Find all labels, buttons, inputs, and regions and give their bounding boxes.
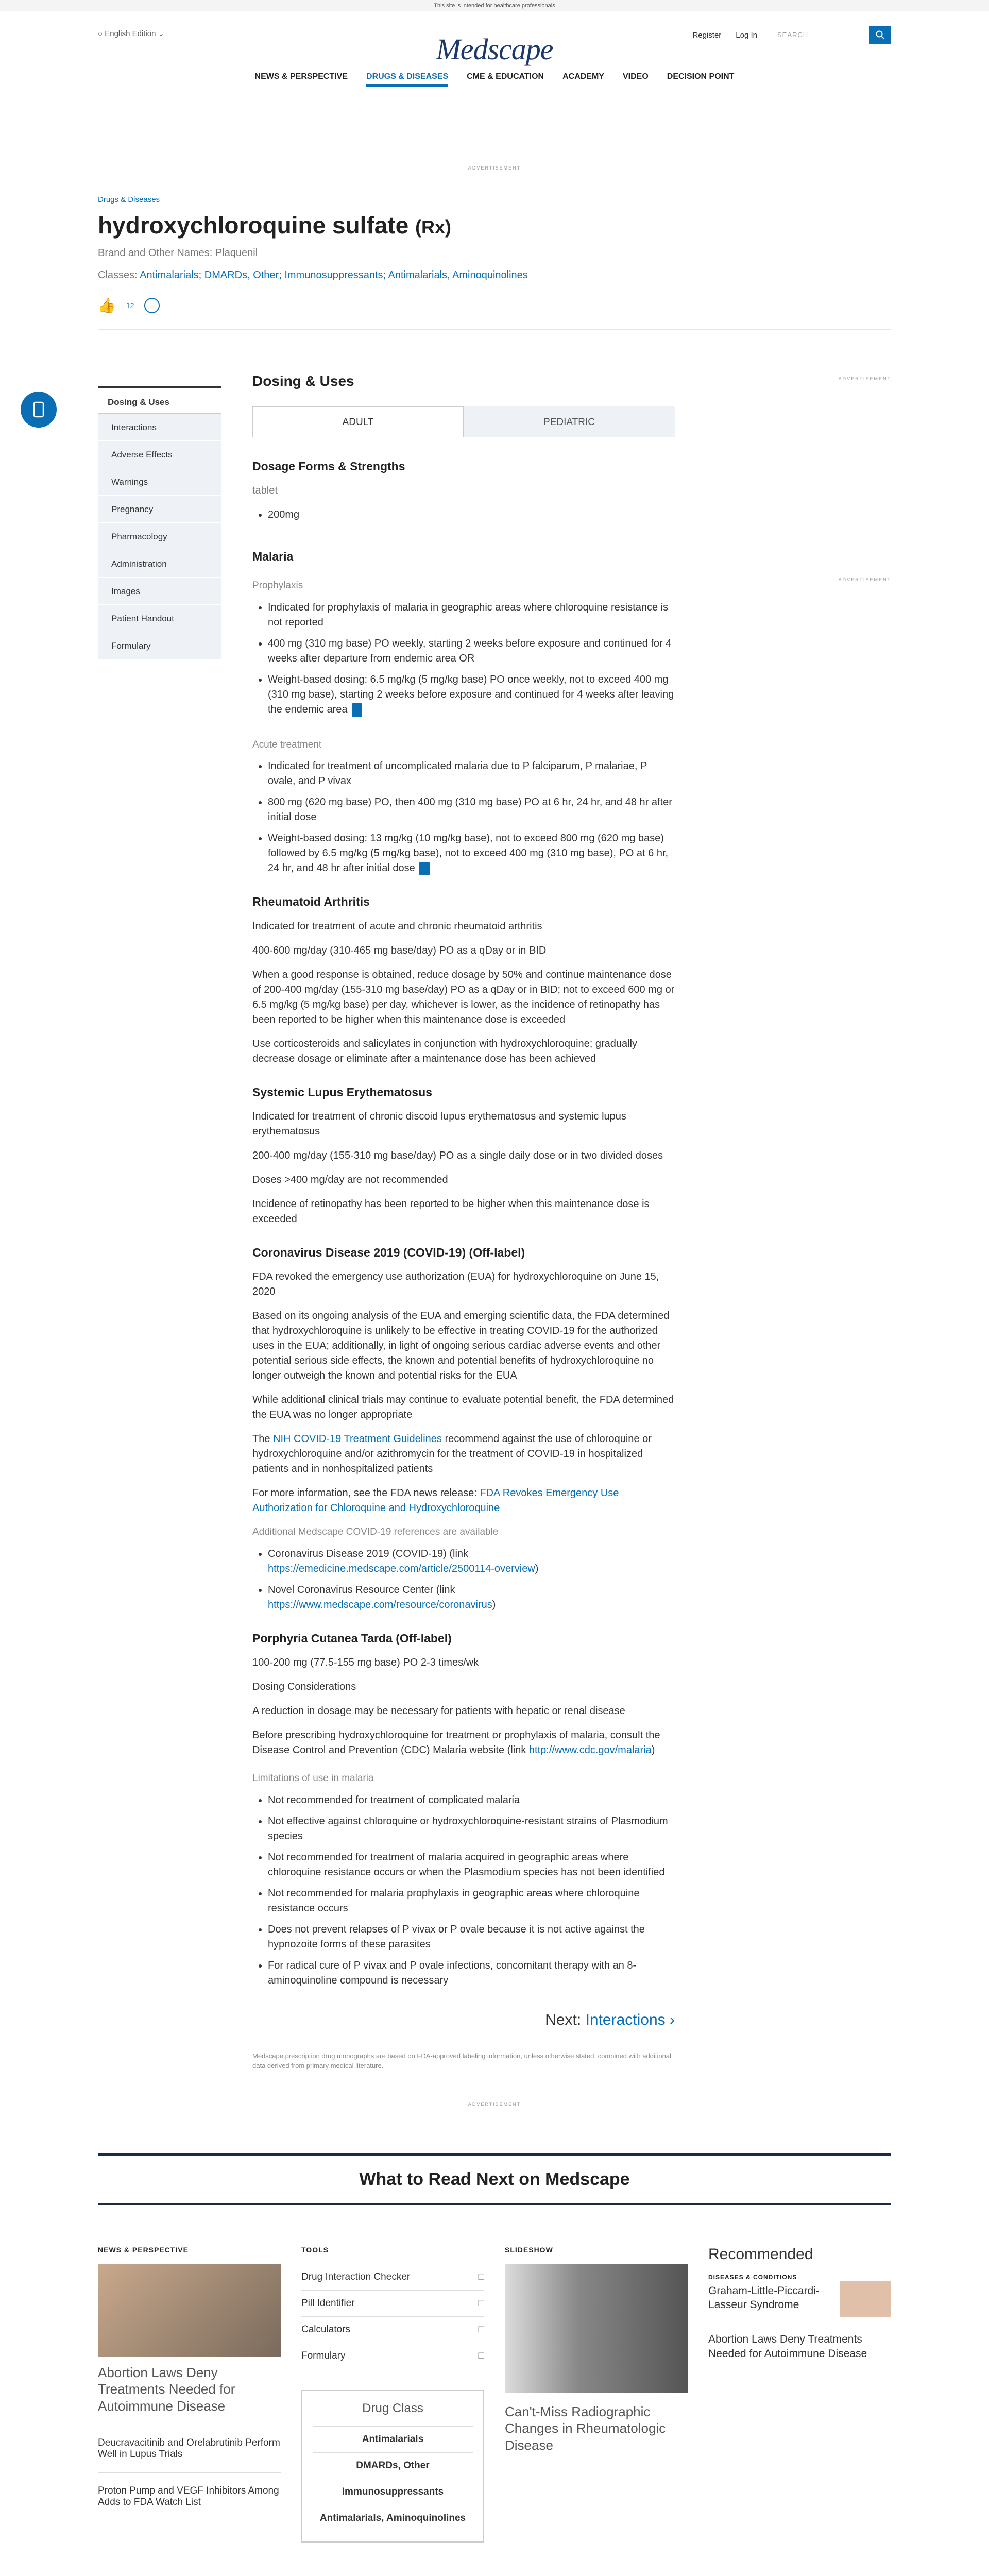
like-count: 12 (126, 301, 134, 310)
limitation-item: • Not recommended for treatment of complicated malaria (268, 1793, 675, 1808)
ad-label: ADVERTISEMENT (468, 2101, 521, 2107)
limitation-item: • For radical cure of P vivax and P ovale infections, concomitant therapy with an 8-aminoquinoline compound is necessary (268, 1958, 675, 1988)
forms-strength: • 200mg (268, 507, 675, 522)
nav-item[interactable]: NEWS & PERSPECTIVE (254, 72, 348, 81)
drug-class-heading: Drug Class (362, 2401, 423, 2415)
tool-item[interactable] (301, 2264, 484, 2291)
tool-item[interactable] (301, 2291, 484, 2317)
calculator-icon[interactable] (352, 703, 362, 717)
classes-label: Classes: (98, 269, 138, 281)
login-link[interactable]: Log In (736, 30, 757, 40)
drug-header (98, 195, 891, 330)
sle-heading: Systemic Lupus Erythematosus (252, 1085, 432, 1099)
brand-label: Brand and Other Names: (98, 247, 213, 259)
nav-item[interactable]: DECISION POINT (667, 72, 735, 81)
sidebar-item[interactable]: Administration (98, 550, 221, 578)
drug-class-link[interactable]: DMARDs, Other (313, 2452, 473, 2479)
recommended-link-1[interactable]: Graham-Little-Piccardi-Lasseur Syndrome (708, 2284, 820, 2311)
sidebar-item[interactable]: Adverse Effects (98, 441, 221, 468)
bottom-ad-slot (0, 2071, 989, 2153)
monograph-body (98, 330, 891, 2071)
tool-item[interactable] (301, 2343, 484, 2369)
prophylaxis-item: • Indicated for prophylaxis of malaria in geographic areas where chloroquine resistance is not reported (268, 600, 675, 630)
nav-item[interactable]: DRUGS & DISEASES (366, 72, 448, 87)
side-ad-label-1: ADVERTISEMENT (838, 376, 891, 381)
nav-item[interactable]: VIDEO (622, 72, 649, 81)
sle-paragraph: Indicated for treatment of chronic discoid lupus erythematosus and systemic lupus erythematosus (252, 1111, 626, 1138)
section-nav (98, 386, 221, 2071)
tool-item[interactable] (301, 2317, 484, 2343)
search-icon (876, 30, 885, 40)
monograph-disclaimer: Medscape prescription drug monographs are based on FDA-approved labeling information, unless otherwise stated, combined with additional data derived from primary medical literature. (252, 2052, 671, 2070)
ra-paragraph: Use corticosteroids and salicylates in conjunction with hydroxychloroquine; gradually decrease dosage or eliminate after a maintenance dose has been achieved (252, 1038, 638, 1064)
next-label: Next: (545, 2011, 582, 2028)
malaria-heading: Malaria (252, 549, 294, 563)
covid-ref2-text: Novel Coronavirus Resource Center (link (268, 1584, 455, 1596)
cdc-text: Before prescribing hydroxychloroquine for treatment or prophylaxis of malaria, consult the Disease Control and Prevention (CDC) Malaria website (link (252, 1730, 660, 1756)
medscape-logo[interactable]: Medscape (436, 32, 553, 66)
calculator-icon[interactable] (419, 862, 430, 875)
sidebar-item[interactable]: Pharmacology (98, 523, 221, 550)
recommended-heading: Recommended (708, 2245, 813, 2263)
breadcrumb[interactable]: Drugs & Diseases (98, 195, 160, 204)
sidebar-item[interactable]: Images (98, 578, 221, 605)
sle-paragraph: Doses >400 mg/day are not recommended (252, 1174, 448, 1186)
rx-badge: (Rx) (415, 216, 451, 238)
next-interactions-link[interactable]: Interactions (585, 2011, 666, 2028)
limitation-item: • Not effective against chloroquine or hydroxychloroquine-resistant strains of Plasmodium species (268, 1814, 675, 1844)
nih-text-pre: The (252, 1433, 270, 1445)
brand-name: Plaquenil (215, 247, 258, 259)
drug-class-link[interactable]: Antimalarials (313, 2426, 473, 2452)
fda-release-link[interactable]: FDA Revokes Emergency Use Authorization for Chloroquine and Hydroxychloroquine (252, 1487, 619, 1514)
covid-paragraph: FDA revoked the emergency use authorization (EUA) for hydroxychloroquine on June 15, 2020 (252, 1271, 659, 1298)
mobile-app-button[interactable] (21, 392, 57, 428)
acute-item: • 800 mg (620 mg base) PO, then 400 mg (310 mg base) PO at 6 hr, 24 hr, and 48 hr after initial dose (268, 795, 675, 825)
sidebar-item[interactable]: Formulary (98, 632, 221, 659)
covid-ref-item: • Novel Coronavirus Resource Center (link https://www.medscape.com/resource/coronavirus) (268, 1583, 675, 1613)
tool-icon: □ (478, 2324, 484, 2335)
pct-heading: Porphyria Cutanea Tarda (Off-label) (252, 1631, 452, 1645)
nav-item[interactable]: CME & EDUCATION (467, 72, 544, 81)
classes-links[interactable]: Antimalarials; DMARDs, Other; Immunosuppressants; Antimalarials, Aminoquinolines (140, 269, 528, 281)
covid-paragraph: While additional clinical trials may continue to evaluate potential benefit, the FDA determined the EUA was no longer appropriate (252, 1394, 674, 1421)
monograph-content: Dosing & Uses ADULT PEDIATRIC Dosage Forms & Strengths tablet • 200mg Malaria Prophylaxis • Indicated for prophylaxis of malaria in geographic areas where chloroquine resistance is not reported • 400 mg (310 mg base) PO weekly, starting 2 weeks before exposure and continued for 4 weeks after departure from endemic area OR • Weight-based dosing: 6.5 mg/kg (5 mg/kg base) PO once weekly, not to exceed 400 mg (310 mg base), starting 2 weeks before exposure and continued for 4 weeks after leaving the endemic area Acute treatment • Indicated for treatment of uncomplicated malaria due to P falciparum, P malariae, P ovale, and P vivax • 800 mg (620 mg base) PO, then 400 mg (310 mg base) PO at 6 hr, 24 hr, and 48 hr after initial dose • Weight-based dosing: 13 mg/kg (10 mg/kg base), not to exceed 800 mg (620 mg base) followed by 6.5 mg/kg (5 mg/kg base), not to exceed 400 mg (310 mg base), PO at 6 hr, 24 hr, and 48 hr after initial dose Rheumatoid Arthritis Indicated for treatment of acute and chronic rheumatoid arthritis 400-600 mg/day (310-465 mg base/day) PO as a qDay or in BID When a good response is obtained, reduce dosage by 50% and continue maintenance dose of 200-400 mg/day (155-310 mg base/day) PO as a qDay or in BID; not to exceed 600 mg or 6.5 mg/kg (5 mg/kg base) per day, whichever is lower, as the incidence of retinopathy has been reported to be higher when this maintenance dose is exceeded Use corticosteroids and salicylates in conjunction with hydroxychloroquine; gradually decrease dosage or eliminate after a maintenance dose has been achieved Systemic Lupus Erythematosus Indicated for treatment of chronic discoid lupus erythematosus and systemic lupus erythematosus 200-400 mg/day (155-310 mg base/day) PO as a single daily dose or in two divided doses Doses >400 mg/day are not recommended Incidence of retinopathy has been reported to be higher when this maintenance dose is exceeded Coronavirus Disease 2019 (COVID-19) (Off-label) FDA revoked the emergency use authorization (EUA) for hydroxychloroquine on June 15, 2020 Based on its ongoing analysis of the EUA and emerging scientific data, the FDA determined that hydroxychloroquine is unlikely to be effective in treating COVID-19 for the authorized uses in the EUA; additionally, in light of ongoing serious cardiac adverse events and other potential serious side effects, the known and potential benefits of hydroxychloroquine no longer outweigh the known and potential risks for the EUA While additional clinical trials may continue to evaluate potential benefit, the FDA determined the EUA was no longer appropriate The NIH COVID-19 Treatment Guidelines recommend against the use of chloroquine or hydroxychloroquine and/or azithromycin for the treatment of COVID-19 in hospitalized patients and in nonhospitalized patients For more information, see the FDA news release: FDA Revokes Emergency Use Authorization for Chloroquine and Hydroxychloroquine Additional Medscape COVID-19 references are available • Coronavirus Disease 2019 (COVID-19) (link https://emedicine.medscape.com/article/2500114-overview) • Novel Coronavirus Resource Center (link https://www.medscape.com/resource/coronavirus) Porphyria Cutanea Tarda (Off-label) 100-200 mg (77.5-155 mg base) PO 2-3 times/wk Dosing Considerations A reduction in dosage may be necessary for patients with hepatic or renal disease Before prescribing hydroxychloroquine for treatment or prophylaxis of malaria, consult the Disease Control and Prevention (CDC) Malaria website (link http://www.cdc.gov/malaria) Limitations of use in malaria • Not recommended for treatment of complicated malaria • Not effective against chloroquine or hydroxychloroquine-resistant strains of Plasmodium species • Not recommended for treatment of malaria acquired in geographic areas where chloroquine resistance occurs or when the Plasmodium species has not been identified • Not recommended for malaria prophylaxis in geographic areas where chloroquine resistance occurs • Does not prevent relapses of P vivax or P ovale because it is not active against the hypnozoite forms of these parasites • For radical cure of P vivax and P ovale infections, concomitant therapy with an 8-aminoquinoline compound is necessary Next: Interactions › Medscape prescription drug monographs are based on FDA-approved labeling information, unless otherwise stated, combined with additional data derived from primary medical literature. (252, 371, 675, 2071)
slideshow-image[interactable] (505, 2264, 688, 2393)
section-heading: Dosing & Uses (252, 373, 354, 389)
recommended-link-2[interactable]: Abortion Laws Deny Treatments Needed for Autoimmune Disease (708, 2333, 867, 2360)
prophylaxis-item: • Weight-based dosing: 6.5 mg/kg (5 mg/kg base) PO once weekly, not to exceed 400 mg (310 mg base), starting 2 weeks before exposure and continued for 4 weeks after leaving the endemic area (268, 672, 675, 717)
recommended-thumb[interactable] (840, 2281, 891, 2317)
nav-item[interactable]: ACADEMY (562, 72, 604, 81)
side-ad-label-2: ADVERTISEMENT (838, 577, 891, 582)
print-icon[interactable] (144, 298, 160, 313)
recommended-card (708, 2246, 891, 2543)
pct-paragraph: 100-200 mg (77.5-155 mg base) PO 2-3 times/wk (252, 1657, 479, 1669)
search-input[interactable]: SEARCH (772, 26, 869, 44)
limitation-item: • Not recommended for malaria prophylaxis in geographic areas where chloroquine resistance occurs (268, 1886, 675, 1916)
covid-refs-heading: Additional Medscape COVID-19 references are available (252, 1527, 499, 1538)
tool-icon: □ (478, 2271, 484, 2282)
search-button[interactable] (869, 26, 891, 44)
slideshow-card (505, 2246, 688, 2543)
sidebar-item[interactable]: Warnings (98, 468, 221, 496)
pct-paragraph: A reduction in dosage may be necessary for patients with hepatic or renal disease (252, 1705, 625, 1717)
news-link[interactable]: Proton Pump and VEGF Inhibitors Among Adds to FDA Watch List (98, 2472, 281, 2520)
site-header (98, 11, 891, 72)
nih-text-post: recommend against the use of chloroquine or hydroxychloroquine and/or azithromycin for the treatment of COVID-19 in hospitalized patients and in nonhospitalized patients (252, 1433, 652, 1475)
tool-icon: □ (478, 2350, 484, 2361)
drug-class-link[interactable]: Antimalarials, Aminoquinolines (313, 2505, 473, 2531)
nih-guidelines-link[interactable]: NIH COVID-19 Treatment Guidelines (273, 1433, 442, 1445)
drug-title (98, 211, 891, 239)
tools-card-heading: TOOLS (301, 2245, 329, 2254)
acute-heading: Acute treatment (252, 739, 322, 750)
slideshow-heading: SLIDESHOW (505, 2245, 553, 2254)
prophylaxis-item: • 400 mg (310 mg base) PO weekly, starting 2 weeks before exposure and continued for 4 weeks after departure from endemic area OR (268, 636, 675, 666)
next-section: Next: Interactions › (545, 2011, 675, 2028)
cdc-link[interactable]: http://www.cdc.gov/malaria (528, 1744, 652, 1756)
sidebar-item[interactable]: Dosing & Uses (98, 386, 221, 414)
sle-paragraph: Incidence of retinopathy has been reported to be higher when this maintenance dose is exceeded (252, 1198, 650, 1225)
ra-paragraph: 400-600 mg/day (310-465 mg base/day) PO as a qDay or in BID (252, 944, 547, 956)
tools-card (301, 2246, 484, 2543)
acute-item: • Indicated for treatment of uncomplicated malaria due to P falciparum, P malariae, P ovale, and P vivax (268, 759, 675, 789)
main-nav (98, 72, 891, 92)
covid-ref-item: • Coronavirus Disease 2019 (COVID-19) (link https://emedicine.medscape.com/article/2500114-overview) (268, 1547, 675, 1577)
covid-heading: Coronavirus Disease 2019 (COVID-19) (Off-label) (252, 1246, 525, 1260)
acute-item: • Weight-based dosing: 13 mg/kg (10 mg/kg base), not to exceed 800 mg (620 mg base) followed by 6.5 mg/kg (5 mg/kg base), not to exceed 400 mg (310 mg base), PO at 6 hr, 24 hr, and 48 hr after initial dose (268, 831, 675, 876)
professional-notice: This site is intended for healthcare professionals (0, 0, 989, 11)
phone-icon (33, 401, 44, 418)
top-ad-slot (98, 92, 891, 195)
limitations-heading: Limitations of use in malaria (252, 1773, 374, 1784)
covid-ref1-text: Coronavirus Disease 2019 (COVID-19) (link (268, 1548, 469, 1560)
slideshow-link[interactable]: Can't-Miss Radiographic Changes in Rheumatologic Disease (505, 2403, 666, 2453)
limitation-item: • Not recommended for treatment of malaria acquired in geographic areas where chloroquine resistance occurs or when the Plasmodium species has not been identified (268, 1850, 675, 1880)
drug-class-box (301, 2390, 484, 2543)
tab-adult[interactable]: ADULT (252, 406, 464, 437)
drug-class-link[interactable]: Immunosuppressants (313, 2479, 473, 2505)
ra-paragraph: Indicated for treatment of acute and chronic rheumatoid arthritis (252, 920, 542, 932)
like-icon[interactable]: 👍 (98, 297, 116, 313)
ad-label: ADVERTISEMENT (468, 165, 521, 171)
forms-type: tablet (252, 484, 278, 496)
covid-ref1-link[interactable]: https://emedicine.medscape.com/article/2500114-overview (268, 1563, 535, 1574)
sidebar-item[interactable]: Pregnancy (98, 496, 221, 523)
news-main-link[interactable]: Abortion Laws Deny Treatments Needed for Autoimmune Disease (98, 2364, 235, 2414)
covid-ref2-link[interactable]: https://www.medscape.com/resource/coronavirus (268, 1599, 492, 1611)
news-card (98, 2246, 281, 2543)
tool-label: Pill Identifier (301, 2297, 355, 2309)
edition-label: English Edition (105, 29, 156, 38)
prophylaxis-heading: Prophylaxis (252, 580, 303, 591)
edition-selector[interactable]: ○ English Edition ⌄ (98, 29, 165, 38)
news-card-heading: NEWS & PERSPECTIVE (98, 2245, 189, 2254)
tool-label: Formulary (301, 2350, 346, 2361)
read-next-title: What to Read Next on Medscape (98, 2156, 891, 2205)
ra-paragraph: When a good response is obtained, reduce dosage by 50% and continue maintenance dose of 200-400 mg/day (155-310 mg base/day) PO as a qDay or in BID; not to exceed 600 mg or 6.5 mg/kg (5 mg/kg base) per day, whichever is lower, as the incidence of retinopathy has been reported to be higher when this maintenance dose is exceeded (252, 969, 675, 1025)
read-next-section (98, 2153, 891, 2543)
fda-text-pre: For more information, see the FDA news release: (252, 1487, 477, 1499)
tool-icon: □ (478, 2297, 484, 2309)
tool-label: Drug Interaction Checker (301, 2271, 411, 2282)
recommended-kicker: DISEASES & CONDITIONS (708, 2273, 797, 2281)
forms-heading: Dosage Forms & Strengths (252, 459, 405, 473)
tab-pediatric[interactable]: PEDIATRIC (464, 406, 675, 437)
sidebar-item[interactable]: Interactions (98, 414, 221, 441)
covid-paragraph: Based on its ongoing analysis of the EUA and emerging scientific data, the FDA determined that hydroxychloroquine is unlikely to be effective in treating COVID-19 for the authorized uses in the EUA; additionally, in light of ongoing serious cardiac adverse events and other potential serious side effects, the known and potential benefits of hydroxychloroquine no longer outweigh the known and potential risks for the EUA (252, 1310, 670, 1382)
sidebar-item[interactable]: Patient Handout (98, 605, 221, 632)
pct-paragraph: Dosing Considerations (252, 1681, 356, 1693)
news-photo[interactable] (98, 2264, 281, 2357)
register-link[interactable]: Register (692, 30, 722, 40)
sle-paragraph: 200-400 mg/day (155-310 mg base/day) PO as a single daily dose or in two divided doses (252, 1150, 663, 1162)
news-link[interactable]: Deucravacitinib and Orelabrutinib Perform Well in Lupus Trials (98, 2425, 281, 2472)
limitation-item: • Does not prevent relapses of P vivax or P ovale because it is not active against the hypnozoite forms of these parasites (268, 1922, 675, 1952)
tool-label: Calculators (301, 2324, 351, 2335)
ra-heading: Rheumatoid Arthritis (252, 895, 370, 909)
drug-name: hydroxychloroquine sulfate (98, 212, 409, 239)
